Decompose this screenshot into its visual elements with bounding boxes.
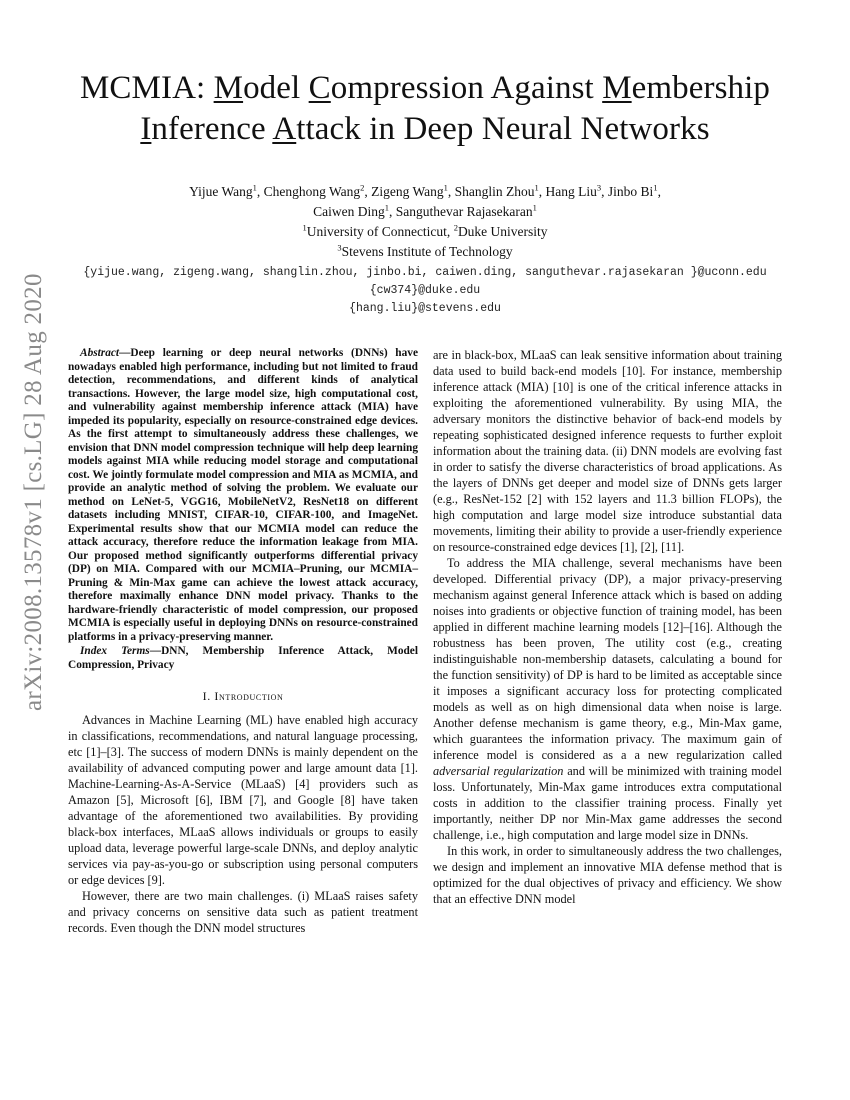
abstract-label: Abstract [80, 347, 120, 359]
index-terms-label: Index Terms [80, 645, 150, 657]
author-separator: , [657, 184, 661, 199]
title-text: nference [151, 111, 273, 147]
affiliation-name: Stevens Institute of Technology [341, 244, 513, 259]
left-column [68, 347, 418, 936]
author-list-line-1 [60, 182, 790, 202]
affiliation-marker: 1 [653, 182, 658, 193]
section-heading: I. Introduction [202, 689, 284, 703]
abstract-text: —Deep learning or deep neural networks (DNNs) have nowadays enabled high performance, including but not limited to fraud detection, recommendations, and different kinds of analytical transactions. However, the large model size, high computational cost, and vulnerability against membership inference attack (MIA) have impeded its popularity, especially on resource-constrained edge devices. As the first attempt to simultaneously address these challenges, we envision that DNN model compression technique will help deep learning models against MIA while reducing model storage and computational cost. We jointly formulate model compression and MIA as MCMIA, and provide an analytic method of solving the problem. We evaluate our method on LeNet-5, VGG16, MobileNetV2, ResNet18 on different datasets including MNIST, CIFAR-10, CIFAR-100, and ImageNet. Experimental results show that our MCMIA model can reduce the attack accuracy, therefore reduce the information leakage from MIA. Our proposed method significantly outperforms differential privacy (DP) on MIA. Compared with our MCMIA–Pruning, our MCMIA–Pruning & Min-Max game can achieve the lowest attack accuracy, therefore maximally enhance DNN model privacy. Thanks to the hardware-friendly characteristic of model compression, our proposed MCMIA is especially useful in deploying DNNs on resource-constrained platforms in a privacy-preserving manner. [68, 347, 418, 643]
title-underlined-letter: I [140, 111, 152, 147]
body-paragraph: However, there are two main challenges. (i) MLaaS raises safety and privacy concerns on sensitive data such as patient treatment records. Even though the DNN model structures [68, 889, 418, 935]
author-name: , Jinbo Bi [601, 184, 654, 199]
affiliation-marker: 3 [596, 182, 602, 193]
affiliation-marker: 3 [337, 242, 342, 253]
affiliation-name: University of Connecticut, [306, 224, 454, 239]
body-paragraph: In this work, in order to simultaneously address the two challenges, we design and implement an innovative MIA defense method that is optimized for the dual objectives of privacy and efficiency. We show that an effective DNN model [433, 844, 782, 906]
title-underlined-letter: A [272, 111, 297, 147]
title-text: embership [631, 70, 771, 106]
affiliation-name: Duke University [457, 224, 548, 239]
paper-title [60, 68, 790, 150]
author-name: , Hang Liu [538, 184, 597, 199]
affiliation-marker: 1 [302, 222, 307, 233]
affiliation-marker: 2 [453, 222, 458, 233]
title-text: MCMIA: [79, 70, 214, 106]
title-text: ttack in Deep Neural Networks [296, 111, 710, 147]
author-name: , Shanglin Zhou [447, 184, 535, 199]
emphasized-term: adversarial regularization [433, 764, 564, 778]
affiliation-line-2 [60, 242, 790, 262]
index-terms [68, 645, 418, 672]
author-name: , Zigeng Wang [364, 184, 444, 199]
affiliation-marker: 1 [252, 182, 257, 193]
index-terms-text: —DNN, Membership Inference Attack, Model Compression, Privacy [68, 645, 418, 671]
body-paragraph [433, 555, 782, 843]
affiliation-marker: 1 [384, 202, 390, 213]
affiliation-marker: 1 [443, 182, 448, 193]
author-block [60, 182, 790, 318]
author-list-line-2 [60, 202, 790, 222]
email-line: {cw374}@duke.edu [369, 284, 481, 297]
title-text: ompression Against [330, 70, 603, 106]
title-underlined-letter: C [308, 70, 331, 106]
title-text: odel [243, 70, 309, 106]
affiliation-marker: 2 [360, 182, 365, 193]
affiliation-marker: 1 [532, 202, 537, 213]
right-column [433, 347, 782, 907]
author-name: , Chenghong Wang [256, 184, 361, 199]
email-line: {yijue.wang, zigeng.wang, shanglin.zhou, jinbo.bi, caiwen.ding, sanguthevar.rajasekaran }@uconn.edu [83, 266, 767, 279]
affiliation-marker: 1 [534, 182, 539, 193]
affiliation-line-1 [60, 222, 790, 242]
body-paragraph: are in black-box, MLaaS can leak sensitive information about training data used to build back-end models [10]. For instance, membership inference attack (MIA) [10] is one of the critical inference attacks in exploiting the aforementioned vulnerability. By using MIA, the adversary monitors the distinctive behavior of back-end models by repeating sophisticated designed inference requests to further exploit information about the training data. (ii) DNN models are evolving fast in order to satisfy the diverse characteristics of broad applications. As the layers of DNNs get deeper and model size of DNNs gets larger (e.g., ResNet-152 [2] with 152 layers and 11.3 billion FLOPs), the high computation and large model size introduce substantial data movements, limiting their ability to provide a user-friendly experience on resource-constrained edge devices [1], [2], [11]. [433, 348, 782, 554]
email-line: {hang.liu}@stevens.edu [349, 302, 501, 315]
title-underlined-letter: M [213, 70, 244, 106]
abstract [68, 347, 418, 644]
paragraph-text: To address the MIA challenge, several mechanisms have been developed. Differential privacy (DP), a major privacy-preserving mechanism against general Inference attack which is based on adding noises into gradients or objective function of training model, has been applied in different machine learning models [12]–[16]. Although the robustness has been proven, The utility cost (e.g., creating indistinguishable non-membership datasets, calculating a bound for the function sensitivity) of DP is hard to be limited as acceptable since it imposes a significant accuracy loss for protecting complicated models as well as on high dimensional data when noise is large. Another defense mechanism is game theory, e.g., Min-Max game, which guarantees the information privacy. The maximum gain of inference model is considered as a a new regularization called [433, 556, 782, 762]
author-name: , Sanguthevar Rajasekaran [389, 204, 533, 219]
paragraph-text: and will be minimized with training model loss. Unfortunately, Min-Max game introduces extra computational costs in addition to the classifier training process. Finally yet importantly, neither DP nor Min-Max game addresses the second challenge, i.e., high computation and large model size in DNNs. [433, 764, 782, 842]
title-underlined-letter: M [602, 70, 632, 106]
author-name: Caiwen Ding [313, 204, 385, 219]
body-paragraph: Advances in Machine Learning (ML) have enabled high accuracy in classifications, recommendations, and natural language processing, etc [1]–[3]. The success of modern DNNs is mainly dependent on the availability of advanced computing power and large amount data [1]. Machine-Learning-As-A-Service (MLaaS) [4] providers such as Amazon [5], Microsoft [6], IBM [7], and Google [8] have taken advantage of the aforementioned two availabilities. By providing black-box interfaces, MLaaS allows individuals or groups to easily upload data, leverage powerful large-scale DNNs, and deploy analytic services via pay-as-you-go or subscription using personal computers or edge devices [9]. [68, 713, 418, 887]
arxiv-identifier-stamp: arXiv:2008.13578v1 [cs.LG] 28 Aug 2020 [20, 273, 47, 711]
author-name: Yijue Wang [189, 184, 253, 199]
